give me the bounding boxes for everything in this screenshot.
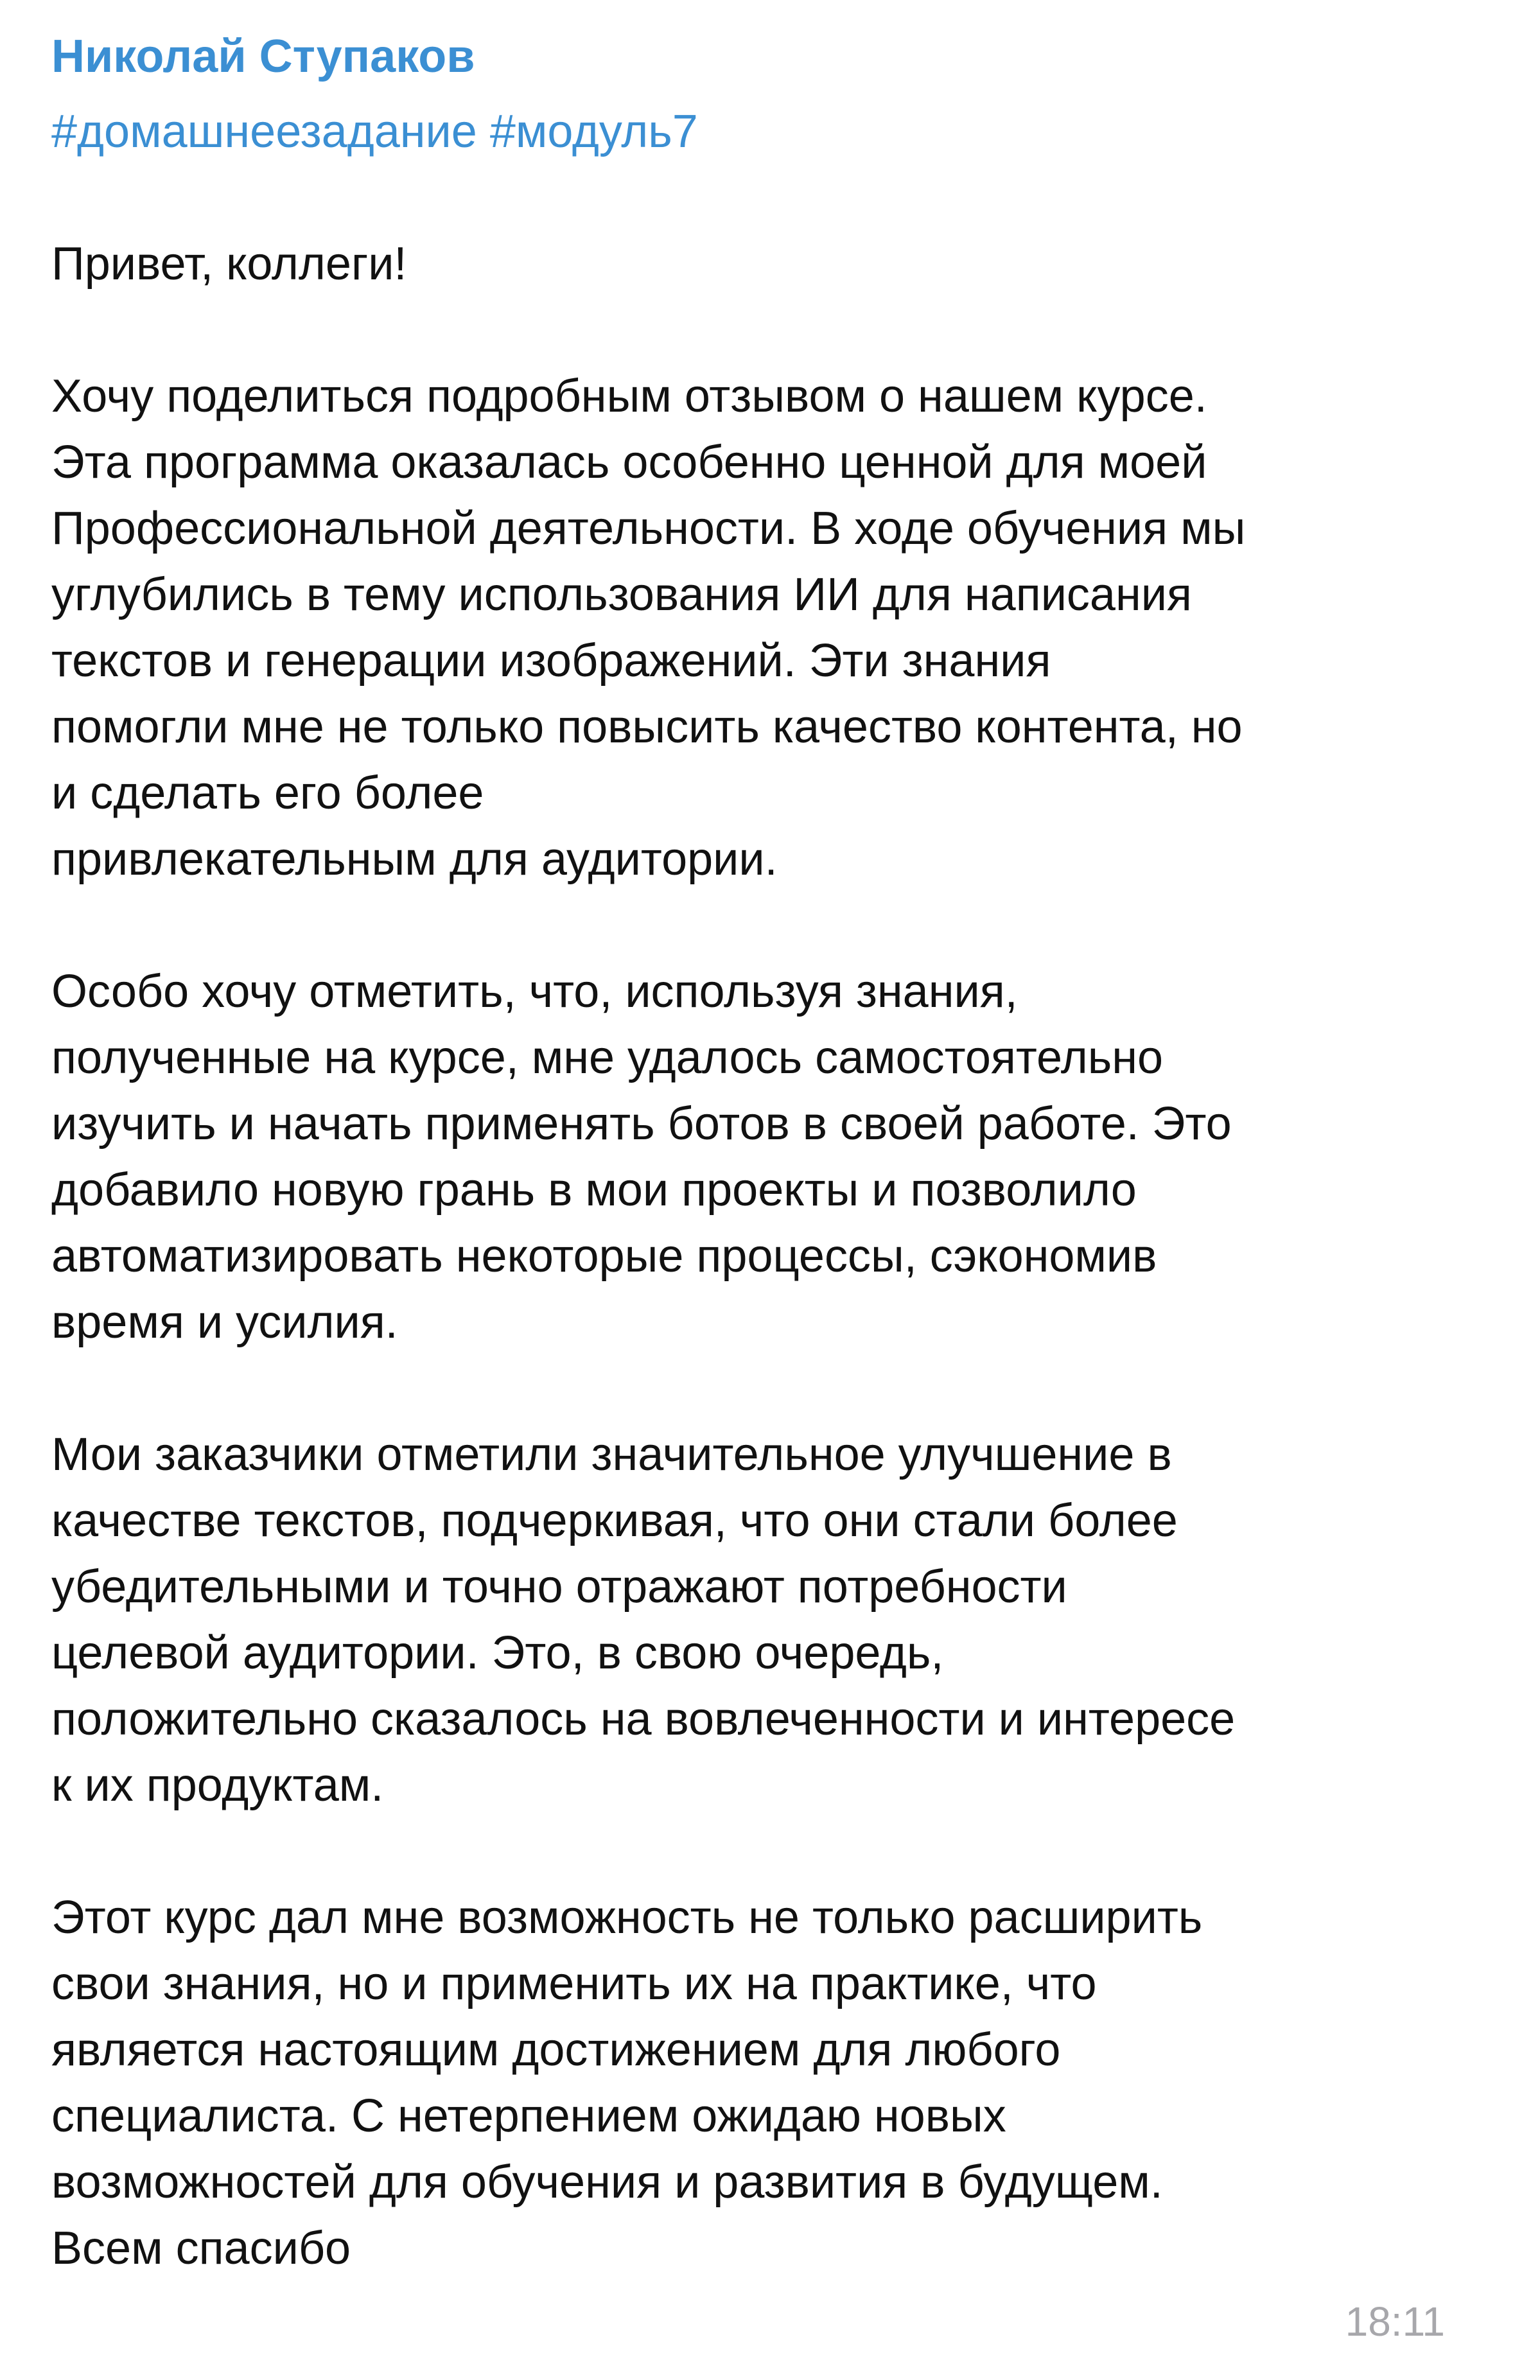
message-line: добавило новую грань в мои проекты и позволило (51, 1164, 1137, 1216)
message-line: к их продуктам. (51, 1760, 384, 1811)
message-paragraph (51, 1422, 1496, 1819)
message-line: полученные на курсе, мне удалось самостоятельно (51, 1032, 1164, 1083)
message-timestamp: 18:11 (1345, 2298, 1445, 2345)
hashtag-row (51, 100, 698, 164)
message-line: автоматизировать некоторые процессы, сэкономив (51, 1230, 1157, 1282)
message-line: положительно сказалось на вовлеченности и интересе (51, 1693, 1236, 1745)
message-text (51, 231, 1496, 2282)
message-paragraph (51, 1885, 1496, 2282)
paragraph-gap (51, 893, 1496, 959)
message-line: углубились в тему использования ИИ для написания (51, 569, 1192, 620)
hashtag-module7[interactable]: #модуль7 (489, 106, 698, 157)
message-paragraph (51, 959, 1496, 1356)
message-line: Всем спасибо (51, 2223, 351, 2274)
message-line: изучить и начать применять ботов в своей работе. Это (51, 1098, 1232, 1150)
message-line: и сделать его более (51, 767, 484, 819)
message-line: убедительными и точно отражают потребности (51, 1561, 1067, 1613)
message-line: Хочу поделиться подробным отзывом о нашем курсе. (51, 371, 1207, 422)
sender-name[interactable]: Николай Ступаков (51, 31, 475, 82)
paragraph-gap (51, 1819, 1496, 1885)
message-line: привлекательным для аудитории. (51, 834, 778, 885)
message-line: целевой аудитории. Это, в свою очередь, (51, 1627, 944, 1679)
message-line: текстов и генерации изображений. Эти знания (51, 635, 1051, 687)
message-line: Мои заказчики отметили значительное улучшение в (51, 1429, 1172, 1480)
message-line: время и усилия. (51, 1297, 398, 1348)
message-line: специалиста. С нетерпением ожидаю новых (51, 2090, 1006, 2142)
paragraph-gap (51, 297, 1496, 363)
message-line: помогли мне не только повысить качество контента, но (51, 701, 1243, 753)
message-line: качестве текстов, подчеркивая, что они стали более (51, 1495, 1178, 1546)
message-line: Особо хочу отметить, что, используя знания, (51, 966, 1018, 1017)
message-line: Этот курс дал мне возможность не только расширить (51, 1892, 1203, 1943)
message-line: Привет, коллеги! (51, 238, 407, 290)
message-line: является настоящим достижением для любого (51, 2024, 1061, 2076)
message-line: Эта программа оказалась особенно ценной для моей (51, 437, 1207, 488)
message-line: Профессиональной деятельности. В ходе обучения мы (51, 503, 1246, 554)
message-line: свои знания, но и применить их на практике, что (51, 1958, 1097, 2009)
message-line: возможностей для обучения и развития в будущем. (51, 2157, 1163, 2208)
hashtag-homework[interactable]: #домашнеезадание (51, 106, 477, 157)
message-paragraph (51, 363, 1496, 893)
message-paragraph (51, 231, 1496, 297)
paragraph-gap (51, 1356, 1496, 1422)
